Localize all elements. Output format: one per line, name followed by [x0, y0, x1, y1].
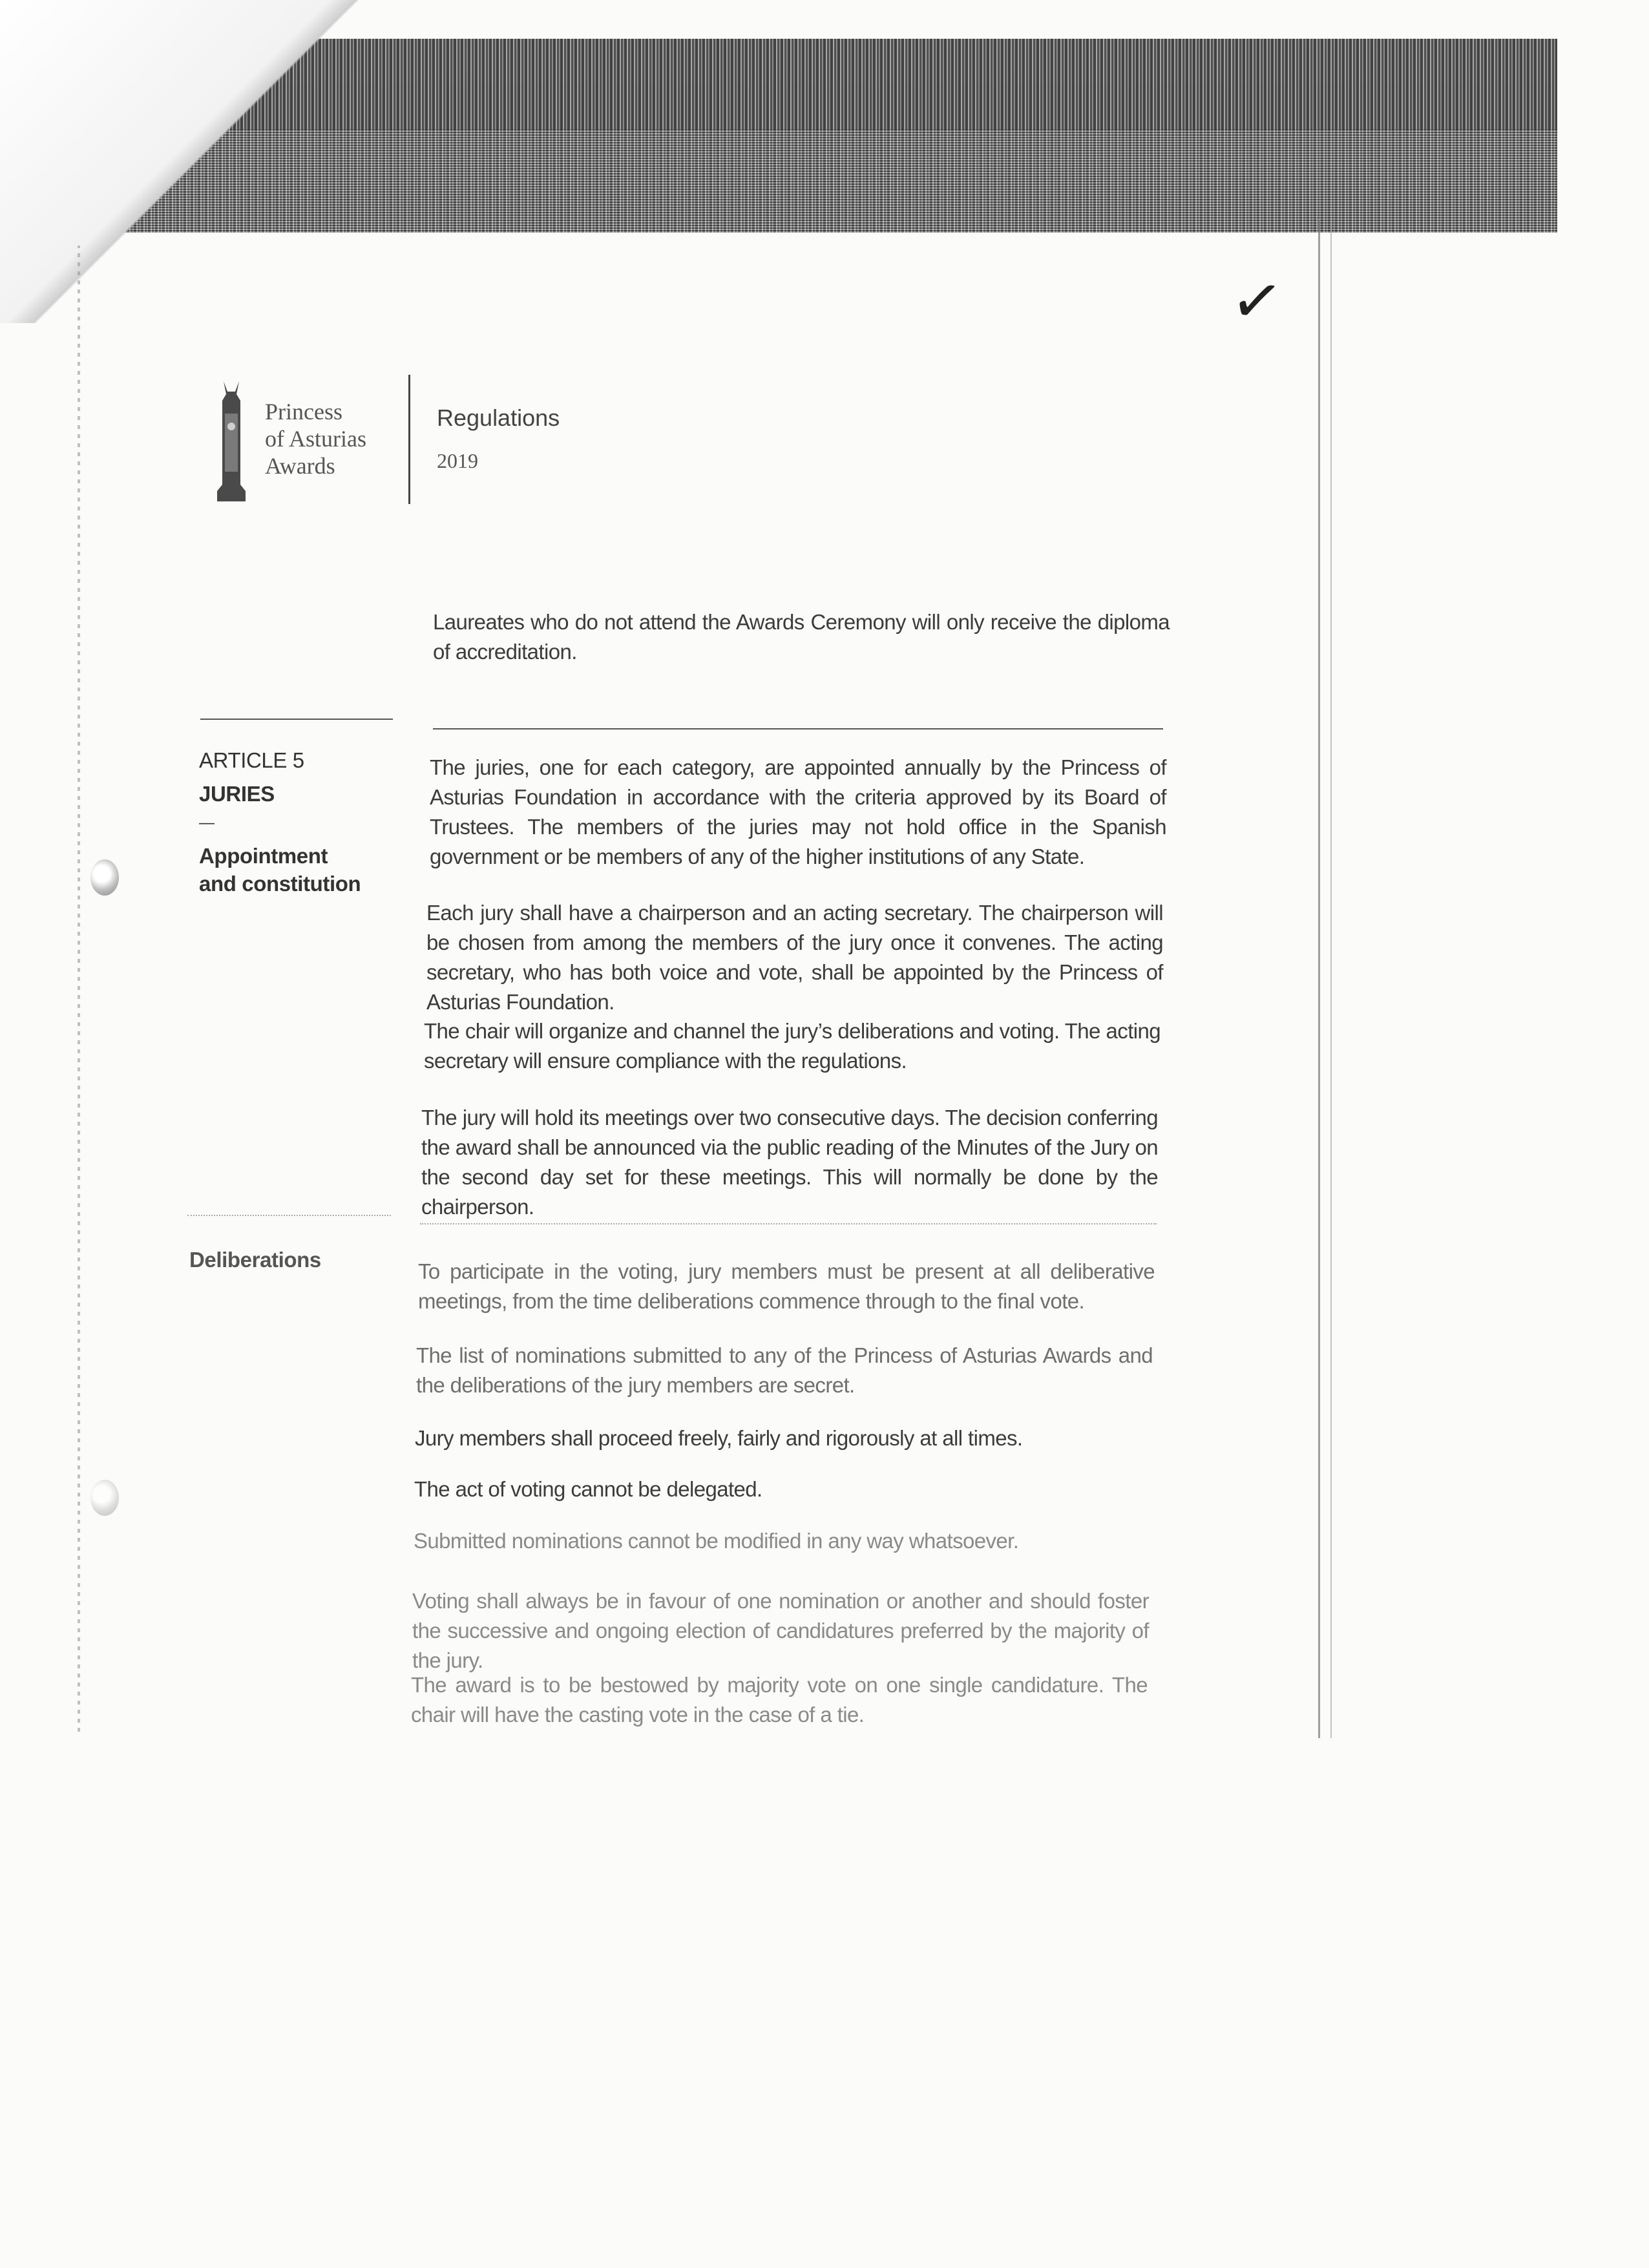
document-year: 2019	[437, 449, 478, 472]
hole-punch-lower	[90, 1480, 119, 1516]
deliberations-paragraph-7: The award is to be bestowed by majority vote on one single candidature. The chair will have the casting vote in the case of a tie.	[411, 1673, 1148, 1727]
deliberations-paragraph-4: The act of voting cannot be delegated.	[414, 1477, 762, 1501]
deliberations-left-rule	[187, 1215, 391, 1216]
logo-divider	[408, 375, 410, 504]
main-column-rule	[433, 728, 1163, 730]
logo-line-1: Princess	[265, 399, 342, 425]
document-title: Regulations	[437, 404, 560, 431]
article-paragraph-3: The chair will organize and channel the jury’s deliberations and voting. The acting secretary will ensure compliance with the regulations.	[424, 1019, 1161, 1073]
folded-corner	[0, 0, 362, 323]
deliberations-paragraph-1: To participate in the voting, jury members must be present at all deliberative meetings, from the time deliberations commence through to the final vote.	[418, 1259, 1155, 1313]
page-edge-left	[78, 246, 80, 1732]
deliberations-paragraph-6: Voting shall always be in favour of one nomination or another and should foster the successive and ongoing election of candidatures preferred by the majority of the jury.	[412, 1589, 1149, 1672]
statue-icon	[205, 375, 257, 504]
logo-line-2: of Asturias	[265, 426, 366, 452]
article-paragraph-4: The jury will hold its meetings over two consecutive days. The decision conferring the award shall be announced via the public reading of the Minutes of the Jury on the second day set for these meetings. This will normally be done by the chairperson.	[421, 1106, 1158, 1219]
deliberations-label: Deliberations	[189, 1248, 321, 1272]
appointment-label-line-2: and constitution	[199, 872, 361, 896]
left-column-rule	[200, 719, 393, 720]
princess-of-asturias-logo	[205, 375, 399, 504]
article-title: JURIES	[199, 782, 275, 806]
page-edge-right	[1318, 220, 1332, 1738]
article-number: ARTICLE 5	[199, 748, 304, 772]
deliberations-main-rule	[420, 1223, 1157, 1224]
article-paragraph-1: The juries, one for each category, are appointed annually by the Princess of Asturias Foundation in accordance with the criteria approved by its Board of Trustees. The members of the juries may not hold office in the Spanish government or be members of any of the higher institutions of any State.	[430, 755, 1166, 868]
intro-paragraph: Laureates who do not attend the Awards Ceremony will only receive the diploma of accreditation.	[433, 610, 1170, 664]
logo-line-3: Awards	[265, 453, 335, 479]
deliberations-paragraph-2: The list of nominations submitted to any of the Princess of Asturias Awards and the deliberations of the jury members are secret.	[416, 1343, 1153, 1397]
appointment-label-line-1: Appointment	[199, 844, 328, 868]
hole-punch-upper	[90, 859, 119, 896]
check-mark: ✓	[1226, 261, 1288, 341]
logo-text	[265, 398, 366, 479]
deliberations-paragraph-5: Submitted nominations cannot be modified in any way whatsoever.	[414, 1529, 1019, 1553]
article-paragraph-2: Each jury shall have a chairperson and an acting secretary. The chairperson will be chosen from among the members of the jury once it convenes. The acting secretary, who has both voice and vote, shall be appointed by the Princess of Asturias Foundation.	[426, 901, 1163, 1014]
deliberations-paragraph-3: Jury members shall proceed freely, fairly and rigorously at all times.	[415, 1426, 1023, 1450]
article-dash: —	[199, 814, 215, 832]
